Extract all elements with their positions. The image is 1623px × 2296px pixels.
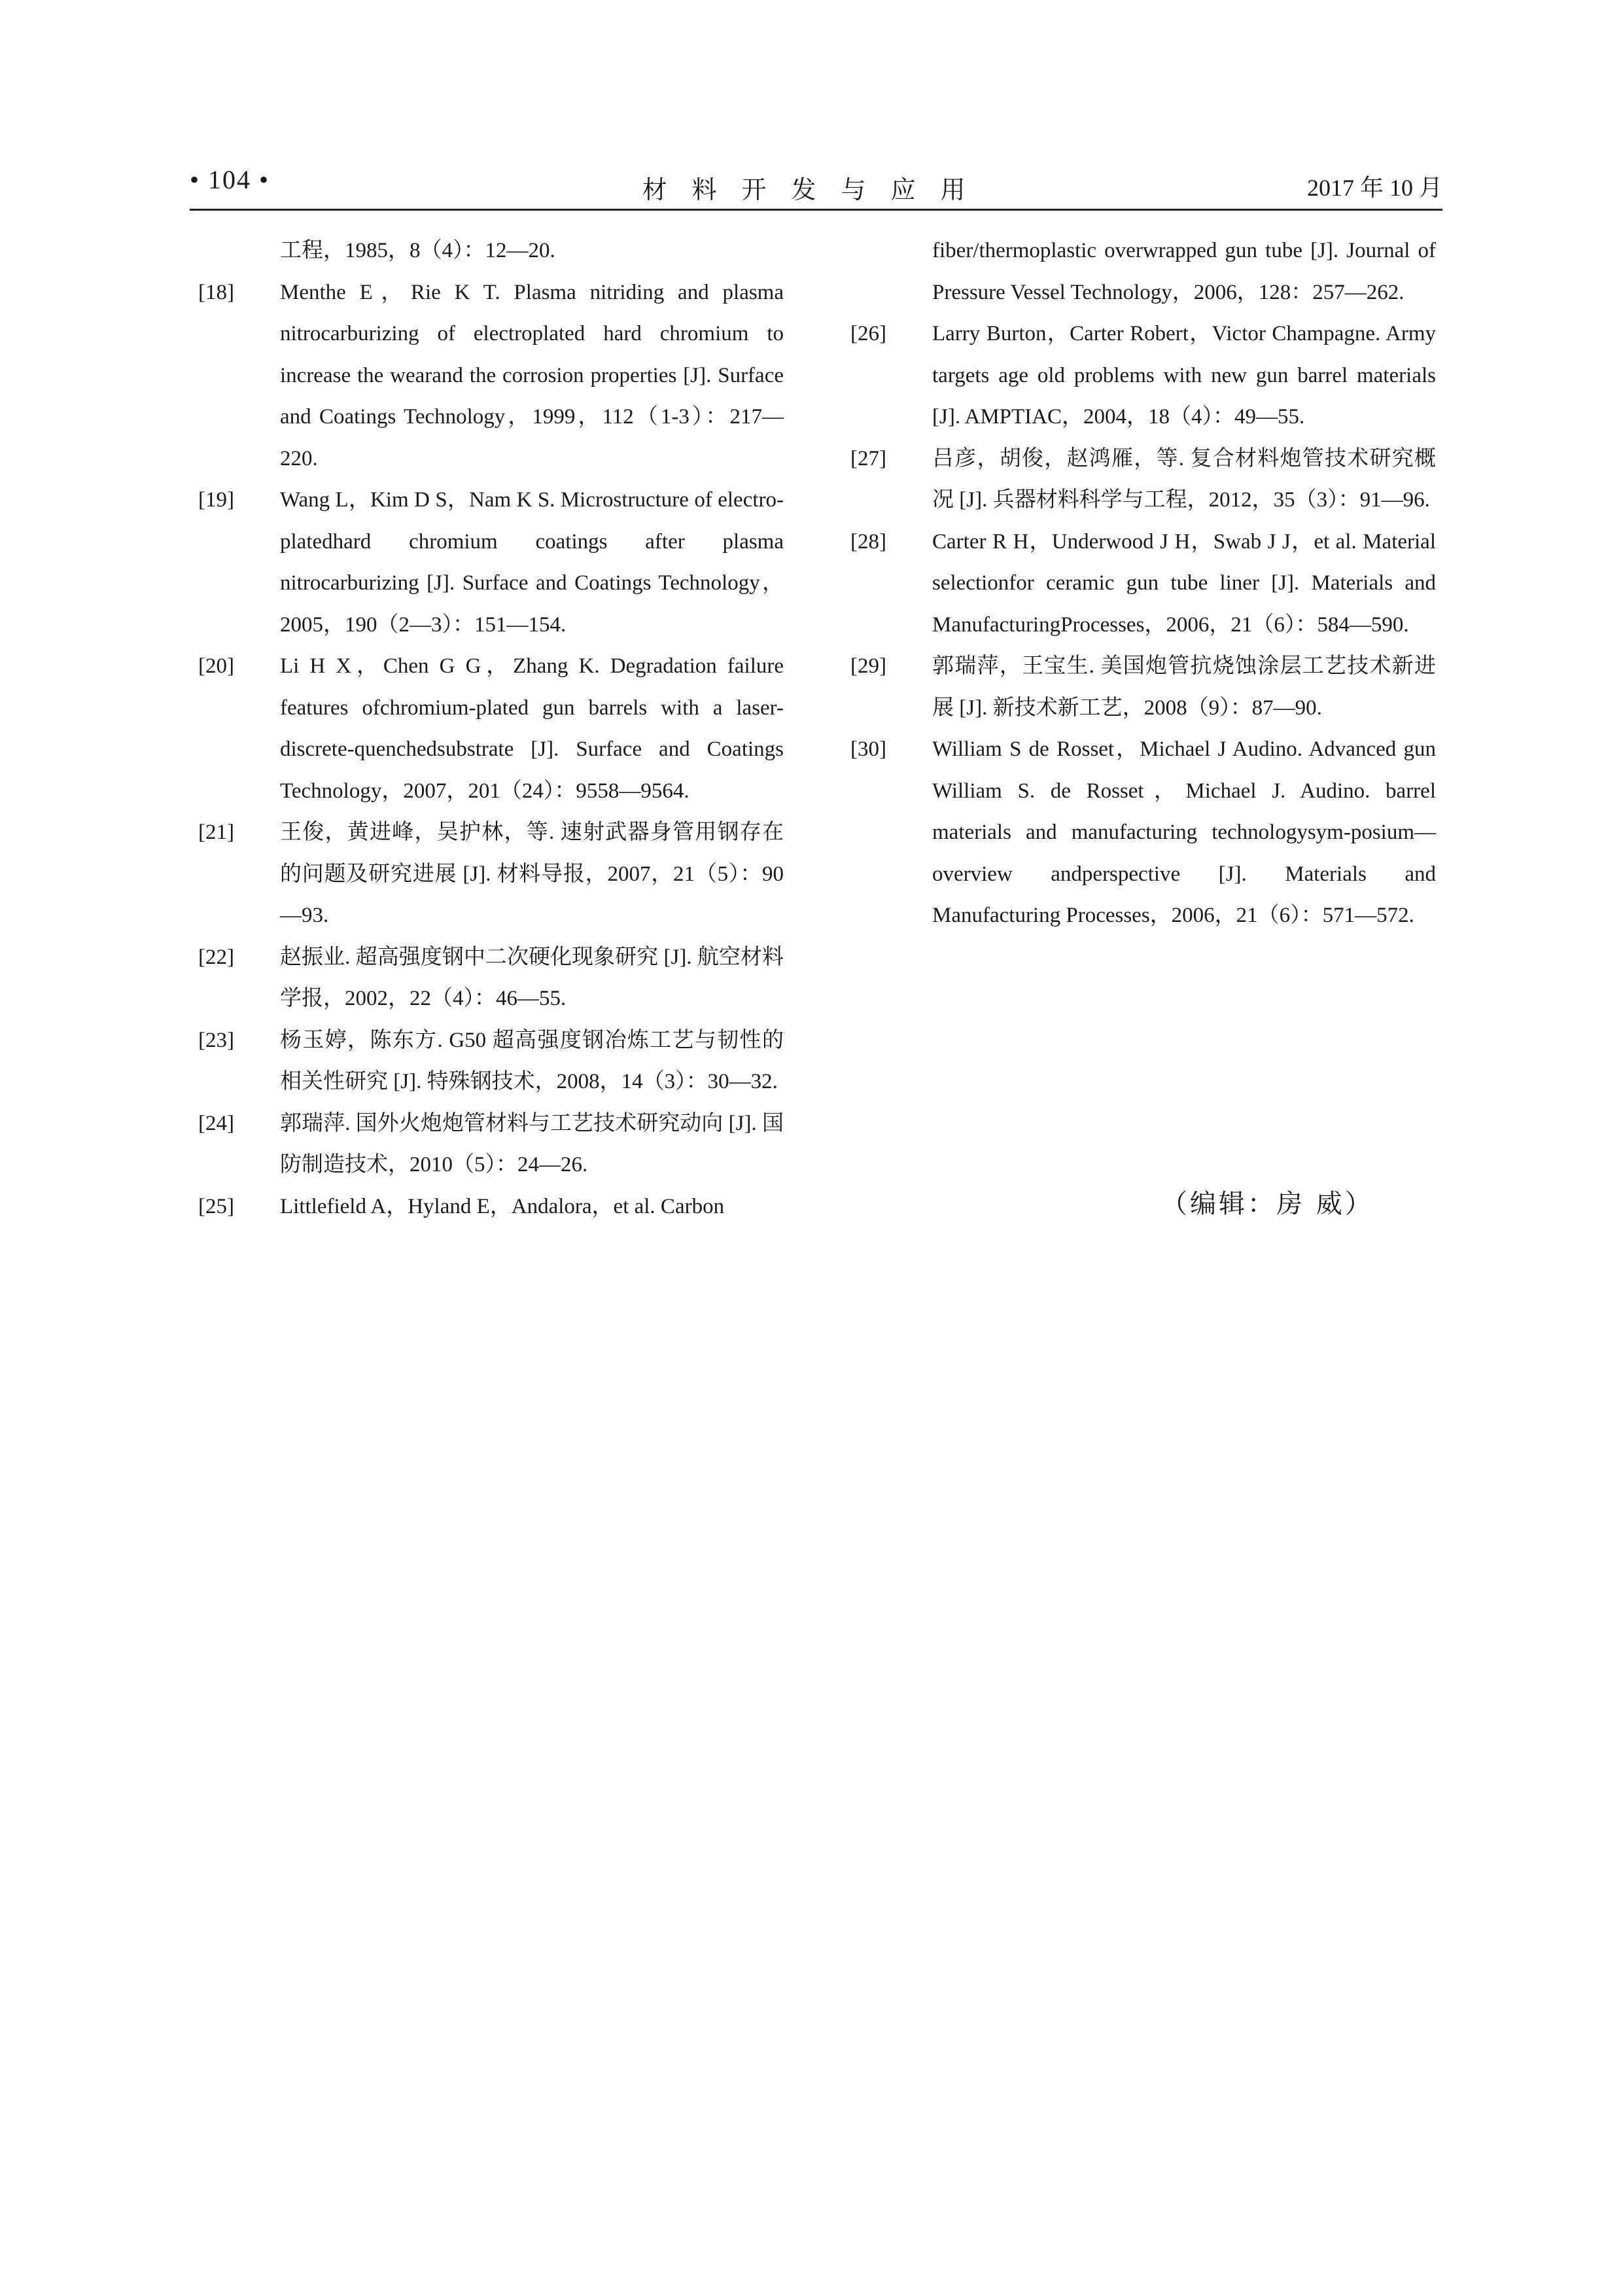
reference-text: Wang L，Kim D S，Nam K S. Microstructure of electro-platedhard chromium coatings after plasma nitrocarburizing [J]. Surface and Coatings Technology，2005，190（2—3）：151—154. (280, 488, 784, 637)
reference-25 (198, 1186, 784, 1228)
reference-text: 郭瑞萍，王宝生. 美国炮管抗烧蚀涂层工艺技术新进展 [J]. 新技术新工艺，2008（9）：87—90. (932, 654, 1436, 720)
reference-number: [28] (850, 529, 886, 554)
reference-27 (850, 438, 1436, 521)
reference-text: William S de Rosset，Michael J Audino. Advanced gun William S. de Rosset，Michael J. Audino. barrel materials and manufacturing technologysym-posium—overview andperspective [J]. Materials and Manufacturing Processes，2006，21（6）：571—572. (932, 737, 1436, 927)
page-header (190, 160, 1442, 211)
reference-continuation (850, 230, 1436, 313)
reference-20 (198, 646, 784, 812)
reference-text: 杨玉婷，陈东方. G50 超高强度钢冶炼工艺与韧性的相关性研究 [J]. 特殊钢技术，2008，14（3）：30—32. (280, 1028, 784, 1093)
reference-number: [27] (850, 446, 886, 470)
reference-number: [22] (198, 945, 234, 969)
reference-text: 郭瑞萍. 国外火炮炮管材料与工艺技术研究动向 [J]. 国防制造技术，2010（5）：24—26. (280, 1111, 784, 1176)
reference-text: fiber/thermoplastic overwrapped gun tube [J]. Journal of Pressure Vessel Technology，2006，128：257—262. (932, 239, 1436, 304)
reference-number: [26] (850, 322, 886, 345)
reference-24 (198, 1103, 784, 1186)
issue-date: 2017 年 10 月 (1306, 175, 1442, 201)
page-number: • 104 • (190, 165, 270, 194)
reference-29 (850, 646, 1436, 729)
reference-30 (850, 729, 1436, 937)
reference-26 (850, 313, 1436, 438)
right-column (850, 230, 1436, 937)
reference-text: Larry Burton，Carter Robert，Victor Champagne. Army targets age old problems with new gun barrel materials [J]. AMPTIAC，2004，18（4）：49—55. (932, 322, 1436, 429)
reference-18 (198, 272, 784, 480)
reference-continuation (198, 230, 784, 272)
reference-23 (198, 1020, 784, 1103)
journal-title: 材料开发与应用 (642, 175, 990, 204)
reference-21 (198, 812, 784, 937)
reference-number: [23] (198, 1028, 234, 1052)
reference-28 (850, 521, 1436, 646)
editor-note: （编辑：房 威） (1161, 1189, 1374, 1219)
reference-number: [20] (198, 654, 234, 678)
reference-number: [25] (198, 1194, 234, 1218)
reference-19 (198, 480, 784, 646)
reference-number: [19] (198, 488, 234, 512)
reference-text: 工程，1985，8（4）：12—20. (280, 239, 555, 262)
reference-text: 王俊，黄进峰，吴护林，等. 速射武器身管用钢存在的问题及研究进展 [J]. 材料导报，2007，21（5）：90—93. (280, 821, 784, 927)
reference-text: Menthe E，Rie K T. Plasma nitriding and plasma nitrocarburizing of electroplated hard chromium to increase the wearand the corrosion properties [J]. Surface and Coatings Technology，1999，112（1-3）：217—220. (280, 280, 784, 470)
reference-text: Li H X，Chen G G，Zhang K. Degradation failure features ofchromium-plated gun barrels with a laser-discrete-quenchedsubstrate [J]. Surface and Coatings Technology，2007，201（24）：9558—9564. (280, 654, 784, 803)
reference-number: [24] (198, 1111, 234, 1135)
reference-number: [30] (850, 737, 886, 761)
reference-text: 吕彦，胡俊，赵鸿雁，等. 复合材料炮管技术研究概况 [J]. 兵器材料科学与工程，2012，35（3）：91—96. (932, 446, 1436, 512)
reference-number: [21] (198, 821, 234, 844)
reference-text: Carter R H，Underwood J H，Swab J J，et al. Material selectionfor ceramic gun tube liner [J]. Materials and ManufacturingProcesses，2006，21（6）：584—590. (932, 529, 1436, 637)
left-column (198, 230, 784, 1227)
reference-number: [18] (198, 280, 234, 304)
reference-22 (198, 937, 784, 1020)
reference-text: 赵振业. 超高强度钢中二次硬化现象研究 [J]. 航空材料学报，2002，22（4）：46—55. (280, 945, 784, 1010)
reference-text: Littlefield A，Hyland E，Andalora，et al. Carbon (280, 1194, 725, 1218)
reference-number: [29] (850, 654, 886, 678)
